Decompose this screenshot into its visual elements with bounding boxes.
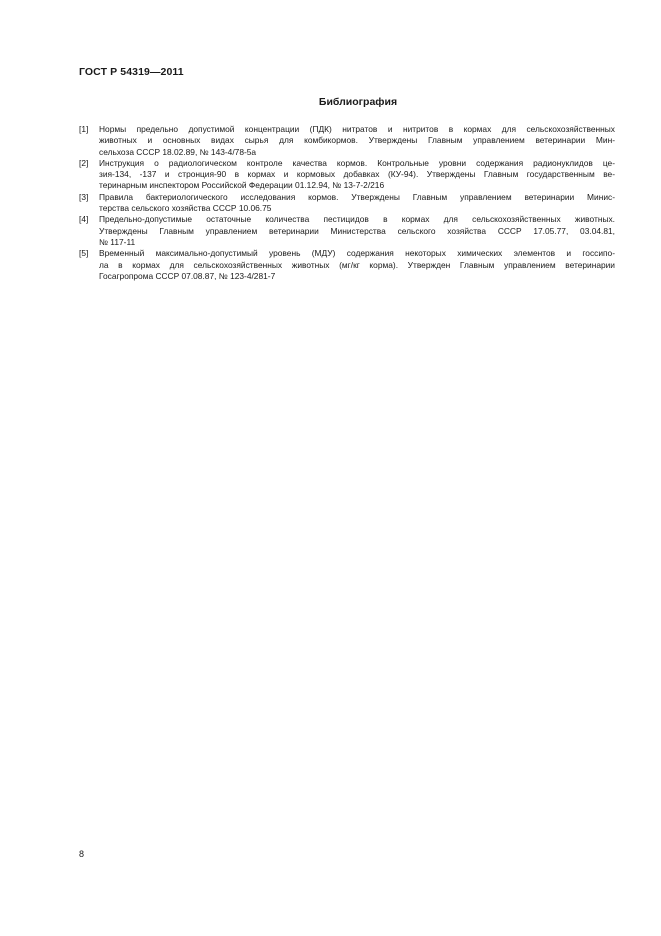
- bibliography-item: [79, 192, 615, 215]
- bibliography-line: зия-134, -137 и стронция-90 в кормах и кормовых добавках (КУ-94). Утверждены Главным государственным ве-: [99, 169, 615, 180]
- bibliography-item-text: [99, 158, 615, 192]
- bibliography-item-number: [2]: [79, 157, 89, 168]
- bibliography-line: Правила бактериологического исследования кормов. Утверждены Главным управлением ветеринарии Минис-: [99, 191, 615, 202]
- bibliography-item: [79, 124, 615, 158]
- bibliography-line: Утверждены Главным управлением ветеринарии Министерства сельского хозяйства СССР 17.05.77, 03.04.81,: [99, 225, 615, 236]
- bibliography-line: сельхоза СССР 18.02.89, № 143-4/78-5а: [99, 146, 257, 157]
- bibliography-item-text: [99, 248, 615, 282]
- bibliography-item: [79, 214, 615, 248]
- bibliography-line: Временный максимально-допустимый уровень (МДУ) содержания некоторых химических элементов и госсипо-: [99, 248, 615, 259]
- bibliography-list: [79, 124, 615, 282]
- bibliography-item-text: [99, 124, 615, 158]
- bibliography-line: Инструкция о радиологическом контроле качества кормов. Контрольные уровни содержания радионуклидов це-: [99, 157, 615, 168]
- bibliography-line: Госагропрома СССР 07.08.87, № 123-4/281-7: [99, 270, 276, 281]
- bibliography-line: ла в кормах для сельскохозяйственных животных (мг/кг корма). Утвержден Главным управлением ветеринарии: [99, 259, 615, 270]
- bibliography-line: Предельно-допустимые остаточные количества пестицидов в кормах для сельскохозяйственных животных.: [99, 214, 615, 225]
- bibliography-item-text: [99, 192, 615, 215]
- bibliography-item: [79, 158, 615, 192]
- bibliography-line: Нормы предельно допустимой концентрации (ПДК) нитратов и нитритов в кормах для сельскохозяйственных: [99, 124, 615, 134]
- bibliography-item-number: [3]: [79, 191, 89, 202]
- bibliography-item-number: [4]: [79, 214, 89, 225]
- page-number: 8: [79, 849, 85, 859]
- bibliography-item-text: [99, 214, 615, 248]
- bibliography-line: № 117-11: [99, 236, 136, 247]
- bibliography-line: теринарным инспектором Российской Федерации 01.12.94, № 13-7-2/216: [99, 180, 385, 191]
- bibliography-title: Библиография: [318, 96, 398, 108]
- bibliography-item: [79, 248, 615, 282]
- bibliography-item-number: [5]: [79, 248, 89, 259]
- bibliography-item-number: [1]: [79, 124, 89, 134]
- bibliography-line: терства сельского хозяйства СССР 10.06.75: [99, 203, 272, 214]
- bibliography-line: животных и основных видах сырья для комбикормов. Утверждены Главным управлением ветеринарии Мин-: [99, 135, 615, 146]
- standard-header: ГОСТ Р 54319—2011: [79, 66, 184, 78]
